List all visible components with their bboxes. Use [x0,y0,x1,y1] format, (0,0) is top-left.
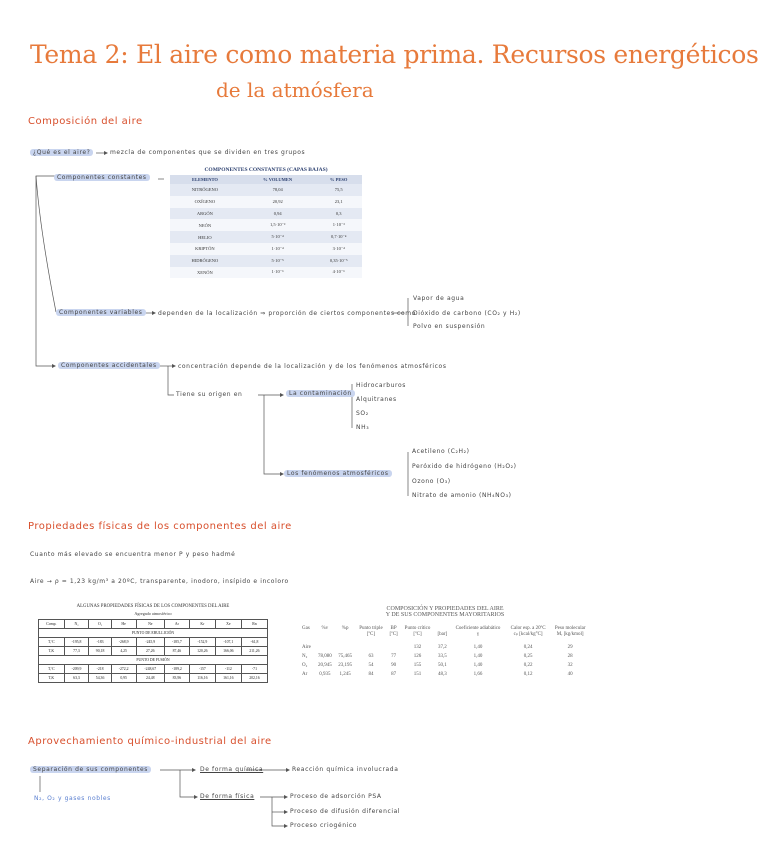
table1-cell: 1·10⁻⁶ [240,267,316,279]
table3-cell: 132 [413,645,422,650]
table2-cell: 4,25 [111,647,136,656]
table2-cell: 90,18 [89,647,111,656]
var-item: Dióxido de carbono (CO₂ y H₂) [413,310,521,317]
table3-cell: 151 [413,672,422,677]
table2 [38,619,268,683]
table1-header: % PESO [330,177,348,182]
acc-components-text: concentración depende de la localización y de los fenómenos atmosféricos [178,363,447,370]
table2-cell: 27,26 [136,647,164,656]
table3-cell: 0,22 [523,663,533,668]
table3-cell: Mᵣ [kg/kmol] [556,631,584,637]
question-answer: mezcla de componentes que se dividen en tres grupos [109,149,306,156]
table2-cell: -245,9 [136,638,164,647]
table2-cell: -189,2 [165,665,190,674]
table3-cell: Ar [302,672,308,677]
contam-item: Alquitranes [356,396,397,403]
section-heading-composicion: Composición del aire [28,116,143,127]
var-label-text: Componentes variables [56,309,146,316]
table2-cell: T,K [39,674,65,683]
table2-cell: 116,16 [189,674,215,683]
table1-row [170,267,362,279]
table2-cell: 54,36 [89,674,111,683]
table2-cell: O₂ [89,620,111,629]
question-label [30,149,305,156]
table3-cell: [ºC] [366,631,376,637]
table1-row [170,208,362,220]
table2-group-label: PUNTO DE EBULLICIÓN [39,629,268,638]
table2-cell: T,ºC [39,665,65,674]
table3-cell: 0,25 [523,654,533,659]
table1-cell: 0,94 [240,208,316,220]
table2-cell: He [111,620,136,629]
contam-item: Hidrocarburos [356,382,406,389]
table1-cell: 0,3 [315,208,362,220]
table3-cell: γ [476,631,480,637]
contaminacion-label [286,390,355,397]
table1-cell: NITRÓGENO [170,184,240,196]
table3-cell: 1,40 [473,645,483,650]
page-title-line2: de la atmósfera [216,78,374,102]
table2-row [39,665,268,674]
table3-row [300,670,590,679]
table1-cell: 5·10⁻⁵ [240,255,316,267]
table3-cell: 23,195 [338,663,352,668]
table3-cell: Aire [302,645,311,650]
table2-cell: Kr [189,620,215,629]
table2-cell: T,K [39,647,65,656]
table1-caption: COMPONENTES CONSTANTES (CAPAS BAJAS) [204,167,328,173]
table2-cell: 166,06 [215,647,241,656]
table2-group-label: PUNTO DE FUSIÓN [39,656,268,665]
table2-cell: 77,3 [64,647,89,656]
table2-caption: ALGUNAS PROPIEDADES FÍSICAS DE LOS COMPONENTES DEL AIRE [76,604,230,609]
table1-cell: 0,7·10⁻⁴ [315,231,362,243]
table2-cell: -152,9 [189,638,215,647]
table3-cell: 0,935 [319,672,331,677]
table3-cell: 54 [368,663,374,668]
table1-cell: 75,5 [315,184,362,196]
table3-cell: 33,5 [437,654,447,659]
table1-cell: 4·10⁻⁶ [315,267,362,279]
origin-text: Tiene su origen en [176,391,243,398]
table3-cell: 37,2 [437,645,447,650]
table3-cell: 63 [368,654,374,659]
table2-body [39,620,268,683]
table3-caption1: COMPOSICIÓN Y PROPIEDADES DEL AIRE [386,606,504,612]
table3-cell: 90 [391,663,397,668]
prop-line1: Cuanto más elevado se encuentra menor P y peso hadmé [30,551,236,558]
table2-cell: -107,1 [215,638,241,647]
table3-cell: 50,1 [437,663,447,668]
table1-cell: 1·10⁻³ [315,219,362,231]
table2-cell: 24,48 [136,674,164,683]
var-item: Polvo en suspensión [413,323,486,330]
table1-header: ELEMENTO [191,177,218,182]
table3-head [300,626,590,643]
table3-row [300,643,590,652]
table2-cell: -185,7 [165,638,190,647]
table3-cell: 32 [567,663,573,668]
table1-row [170,184,362,196]
table3-cell: [bar] [437,631,448,637]
table2-cell: -272,2 [111,665,136,674]
table1-cell: HIDRÓGENO [170,255,240,267]
table3 [300,626,590,679]
const-components-label [54,174,150,181]
table2-cell: 0,95 [111,674,136,683]
table3-cell: [ºC] [413,631,422,637]
table3-cell: 77 [391,654,397,659]
table1-cell: NEÓN [170,219,240,231]
table3-cell: %v [321,626,329,631]
table3-cell: Punto triple [359,626,383,631]
table1-cell: 3·10⁻⁴ [315,243,362,255]
table2-cell: -218 [89,665,111,674]
fenom-item: Nitrato de amonio (NH₄NO₃) [412,492,512,499]
separation-sub: N₂, O₂ y gases nobles [34,795,111,802]
physical-item: Proceso de adsorción PSA [290,793,382,800]
table3-cell: BP [390,626,397,631]
chemical-form-label [200,766,263,773]
table1-row [170,219,362,231]
table2-cell: -112 [215,665,241,674]
contam-item: NH₃ [356,424,370,431]
const-label-text: Componentes constantes [54,174,150,181]
table3-cell: cₚ [kcal/kg°C] [513,632,543,637]
table2-cell: -183 [89,638,111,647]
acc-label-text: Componentes accidentales [58,362,160,369]
table2-header-row [39,620,268,629]
table3-cell: 84 [368,672,374,677]
table2-cell: -209,9 [64,665,89,674]
table2-cell: Ne [136,620,164,629]
fenom-item: Ozono (O₃) [412,478,451,485]
table1-cell: XENÓN [170,267,240,279]
question-highlight: ¿Qué es el aire? [30,149,93,156]
table3-cell: Calor esp. a 20ºC [510,626,546,631]
table2-cell: Comp. [39,620,65,629]
table2-cell: 63,3 [64,674,89,683]
fenom-item: Acetileno (C₂H₂) [412,448,470,455]
table3-cell: 28 [567,654,573,659]
table2-cell: Xe [215,620,241,629]
table1-header: % VOLUMEN [263,177,293,182]
chemical-form-text: Reacción química involucrada [292,766,399,773]
quim-label-text: De forma química [200,766,264,773]
table3-caption2: Y DE SUS COMPONENTES MAYORITARIOS [385,612,505,618]
table3-cell: 1,40 [473,663,483,668]
table1 [170,175,362,278]
table3-cell [315,643,335,652]
sep-label-text: Separación de sus componentes [30,766,151,773]
table1-row [170,243,362,255]
table2-cell: 87,46 [165,647,190,656]
acc-components-label [58,362,160,369]
table2-cell: 83,96 [165,674,190,683]
table2-cell: -157 [189,665,215,674]
table1-cell: KRIPTÓN [170,243,240,255]
fenom-label-text: Los fenómenos atmosféricos [284,470,392,477]
table3-cell: 155 [413,663,422,668]
table3-row [300,661,590,670]
table3-cell: O₂ [302,663,308,668]
contam-label-text: La contaminación [286,390,355,397]
var-item: Vapor de agua [413,295,465,302]
table2-cell: 120,26 [189,647,215,656]
table1-cell: OXÍGENO [170,196,240,208]
table3-cell [335,643,355,652]
table3-cell: 1,245 [339,672,351,677]
table2-row [39,647,268,656]
table3-cell: Gas [302,626,310,631]
fenom-item: Peróxido de hidrógeno (H₂O₂) [412,463,517,470]
separation-label [30,766,151,773]
table3-body [300,643,590,679]
table3-cell: %p [341,626,349,631]
table2-cell: -195,8 [64,638,89,647]
table2-cell: 211,26 [241,647,267,656]
physical-item: Proceso de difusión diferencial [290,808,401,815]
air-composition-table [300,606,590,679]
table2-cell: Ar [165,620,190,629]
prop-line2: Aire → ρ = 1,23 kg/m³ a 20ºC, transparente, inodoro, insípido e incoloro [30,578,289,585]
table2-group-row [39,656,268,665]
table1-cell: 1·10⁻⁴ [240,243,316,255]
table3-cell [300,631,315,637]
table1-row [170,255,362,267]
table2-cell: -248,67 [136,665,164,674]
table2-group-row [39,629,268,638]
table2-row [39,674,268,683]
table1-cell: 20,92 [240,196,316,208]
table3-cell: 29 [567,645,573,650]
table3-cell: 40 [567,672,573,677]
page-title: Tema 2: El aire como materia prima. Recursos energéticos [30,40,759,69]
var-components-text: dependen de la localización ⇒ proporción de ciertos componentes como [158,310,416,317]
table3-cell: 126 [413,654,422,659]
table3-cell: 20,945 [317,663,332,668]
table3-cell: 0,12 [523,672,533,677]
section-heading-propiedades: Propiedades físicas de los componentes del aire [28,521,292,532]
fis-label-text: De forma física [200,793,255,800]
fenomenos-label [284,470,392,477]
table3-cell: N₂ [302,654,308,659]
table3-cell: 1,66 [473,672,483,677]
table3-row [300,652,590,661]
table1-cell: 1,5·10⁻³ [240,219,316,231]
physical-item: Proceso criogénico [290,822,358,829]
table3-cell: 48,3 [437,672,447,677]
table2-subcaption: Agregado atmosférico [134,611,172,616]
contam-item: SO₂ [356,410,369,417]
table1-cell: 5·10⁻⁴ [240,231,316,243]
table3-cell [335,631,355,637]
table1-row [170,231,362,243]
table3-cell: 75,465 [338,654,352,659]
physical-form-label [200,793,254,800]
table3-cell: Peso molecular [554,626,586,631]
constant-components-table [170,167,362,295]
table2-cell: -71 [241,665,267,674]
table2-cell: 161,16 [215,674,241,683]
table1-cell: HELIO [170,231,240,243]
table3-units-row [300,631,590,637]
table2-cell: -268,9 [111,638,136,647]
table3-cell: Punto crítico [404,626,431,631]
table2-cell: 202,16 [241,674,267,683]
physical-properties-table [38,604,268,683]
table3-cell: 1,40 [473,654,483,659]
table3-cell: [ºC] [389,631,398,637]
table1-body [170,184,362,278]
table3-cell [355,643,386,652]
table1-cell: 78,04 [240,184,316,196]
table1-cell: ARGÓN [170,208,240,220]
table2-cell: T,ºC [39,638,65,647]
table2-cell: N₂ [64,620,89,629]
table1-cell: 23,1 [315,196,362,208]
section-heading-aprovechamiento: Aprovechamiento químico-industrial del aire [28,736,272,747]
table1-row [170,196,362,208]
table3-cell [387,643,401,652]
table2-cell: -61,8 [241,638,267,647]
table3-cell: 78,080 [317,654,332,659]
var-components-label [56,309,146,316]
table2-row [39,638,268,647]
table1-cell: 0,35·10⁻⁵ [315,255,362,267]
table3-cell [315,631,335,637]
table3-cell: Coeficiente adiabático [455,626,501,631]
table2-cell: Rn [241,620,267,629]
table3-cell: 0,24 [523,645,533,650]
table3-cell: 87 [391,672,397,677]
